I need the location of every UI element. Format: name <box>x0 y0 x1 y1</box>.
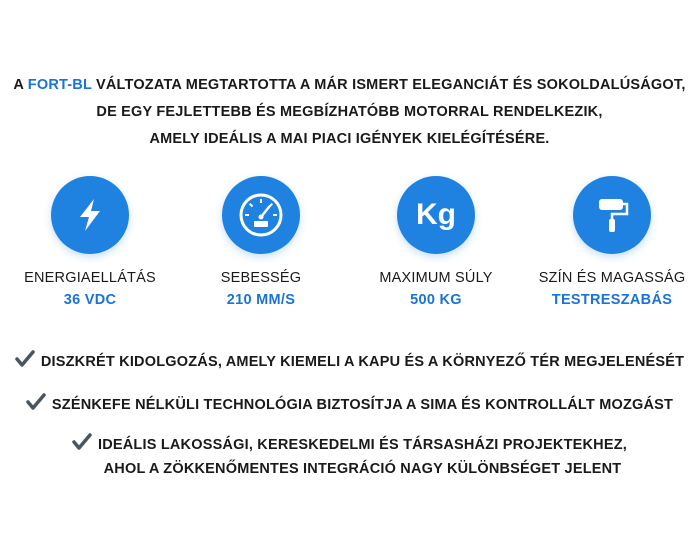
checkmark-icon <box>72 433 92 451</box>
bullet-item-2 <box>0 393 699 417</box>
feature-value: 210 MM/S <box>226 292 296 308</box>
checkmark-icon <box>26 393 46 411</box>
paint-roller-icon <box>573 176 651 254</box>
intro-line-3: AMELY IDEÁLIS A MAI PIACI IGÉNYEK KIELÉGÍTÉSÉRE. <box>149 131 550 147</box>
feature-value: TESTRESZABÁS <box>551 292 673 308</box>
bullet-text: DISZKRÉT KIDOLGOZÁS, AMELY KIEMELI A KAPU ÉS A KÖRNYEZŐ TÉR MEGJELENÉSÉT <box>40 354 685 370</box>
feature-label: SZÍN ÉS MAGASSÁG <box>538 270 686 286</box>
feature-label: MAXIMUM SÚLY <box>379 270 493 286</box>
feature-value: 500 KG <box>410 292 462 308</box>
weight-kg-icon: Kg <box>397 176 475 254</box>
feature-max-weight <box>351 176 521 308</box>
feature-label: SEBESSÉG <box>220 270 302 286</box>
bullet-item-3 <box>0 433 699 481</box>
bullet-item-1 <box>0 350 699 374</box>
intro-text <box>0 72 699 153</box>
feature-power <box>5 176 175 308</box>
lightning-icon <box>51 176 129 254</box>
intro-line-2: DE EGY FEJLETTEBB ÉS MEGBÍZHATÓBB MOTORRAL RENDELKEZIK, <box>96 104 603 120</box>
intro-line-1: A FORT-BL VÁLTOZATA MEGTARTOTTA A MÁR ISMERT ELEGANCIÁT ÉS SOKOLDALÚSÁGOT, <box>13 77 686 93</box>
feature-label: ENERGIAELLÁTÁS <box>24 270 156 286</box>
bullet-text: IDEÁLIS LAKOSSÁGI, KERESKEDELMI ÉS TÁRSASHÁZI PROJEKTEKHEZ, AHOL A ZÖKKENŐMENTES INTEGRÁCIÓ NAGY KÜLÖNBSÉGET JELENT <box>97 437 628 477</box>
feature-speed <box>176 176 346 308</box>
feature-customization <box>527 176 697 308</box>
feature-value: 36 VDC <box>63 292 117 308</box>
bullet-text: SZÉNKEFE NÉLKÜLI TECHNOLÓGIA BIZTOSÍTJA A SIMA ÉS KONTROLLÁLT MOZGÁST <box>51 397 674 413</box>
brand-name: FORT-BL <box>27 77 92 93</box>
speedometer-icon <box>222 176 300 254</box>
checkmark-icon <box>15 350 35 368</box>
